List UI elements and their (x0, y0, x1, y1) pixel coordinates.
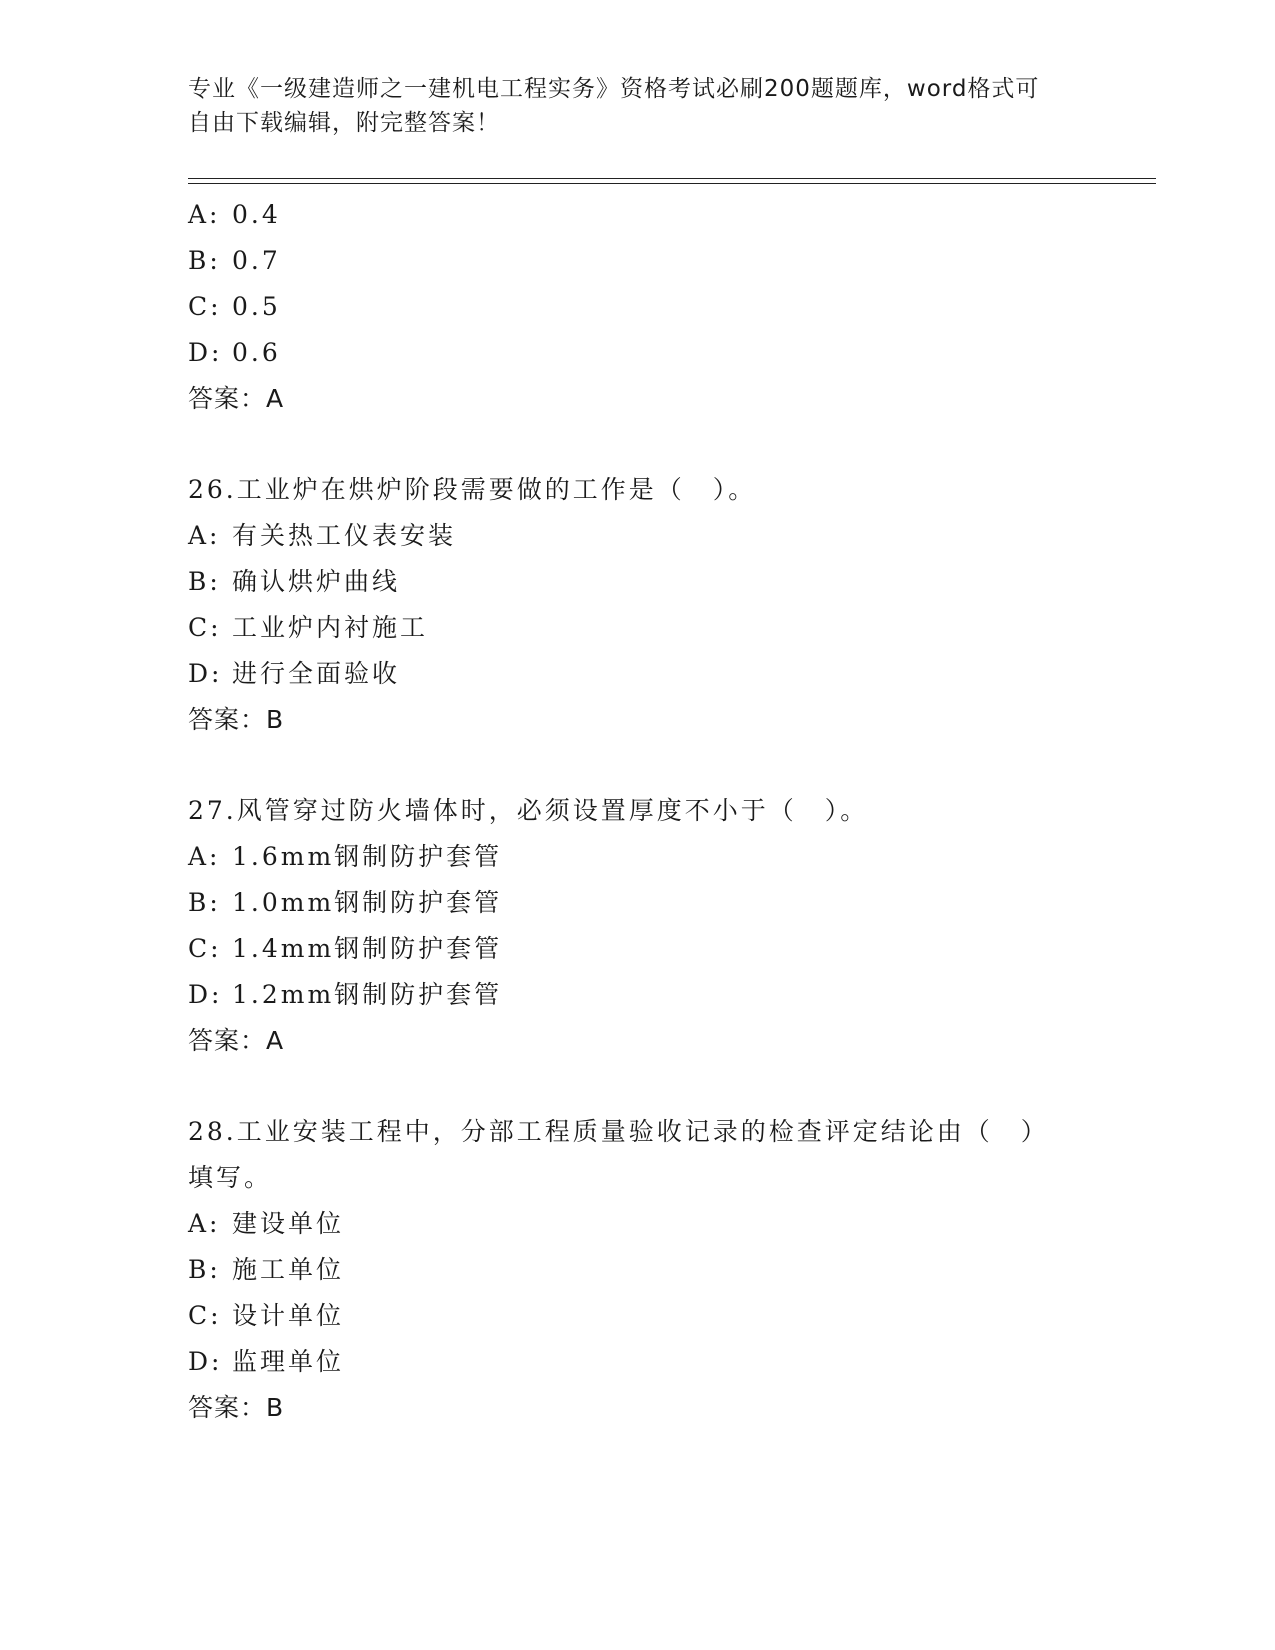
option-d: D: 进行全面验收 (188, 659, 401, 688)
option-d: D: 0.6 (188, 338, 281, 367)
option-d: D: 监理单位 (188, 1347, 345, 1376)
header-divider-top (188, 178, 1156, 179)
question-stem-line-1: 28.工业安装工程中，分部工程质量验收记录的检查评定结论由（ ） (188, 1117, 1049, 1146)
option-c: C: 1.4mm钢制防护套管 (188, 934, 503, 963)
question-28 (188, 1109, 1088, 1431)
question-26 (188, 467, 1088, 743)
document-header (188, 72, 1068, 140)
header-line-2: 自由下载编辑，附完整答案！ (188, 110, 500, 136)
answer-line: 答案：A (188, 384, 285, 413)
answer-line: 答案：A (188, 1026, 285, 1055)
question-stem: 27.风管穿过防火墙体时，必须设置厚度不小于（ ）。 (188, 796, 869, 825)
option-a: A: 1.6mm钢制防护套管 (188, 842, 503, 871)
answer-line: 答案：B (188, 1393, 285, 1422)
question-25-continued (188, 192, 1088, 422)
option-b: B: 0.7 (188, 246, 281, 275)
option-a: A: 0.4 (188, 200, 281, 229)
option-a: A: 建设单位 (188, 1209, 345, 1238)
option-c: C: 工业炉内衬施工 (188, 613, 429, 642)
option-b: B: 施工单位 (188, 1255, 345, 1284)
option-a: A: 有关热工仪表安装 (188, 521, 457, 550)
header-divider-bottom (188, 183, 1156, 184)
option-c: C: 0.5 (188, 292, 281, 321)
question-list (188, 192, 1088, 1431)
option-b: B: 确认烘炉曲线 (188, 567, 401, 596)
option-b: B: 1.0mm钢制防护套管 (188, 888, 503, 917)
question-stem: 26.工业炉在烘炉阶段需要做的工作是（ ）。 (188, 475, 757, 504)
question-stem-line-2: 填写。 (188, 1163, 273, 1192)
option-d: D: 1.2mm钢制防护套管 (188, 980, 503, 1009)
header-line-1: 专业《一级建造师之一建机电工程实务》资格考试必刷200题题库，word格式可 (188, 76, 1040, 102)
answer-line: 答案：B (188, 705, 285, 734)
question-27 (188, 788, 1088, 1064)
option-c: C: 设计单位 (188, 1301, 345, 1330)
